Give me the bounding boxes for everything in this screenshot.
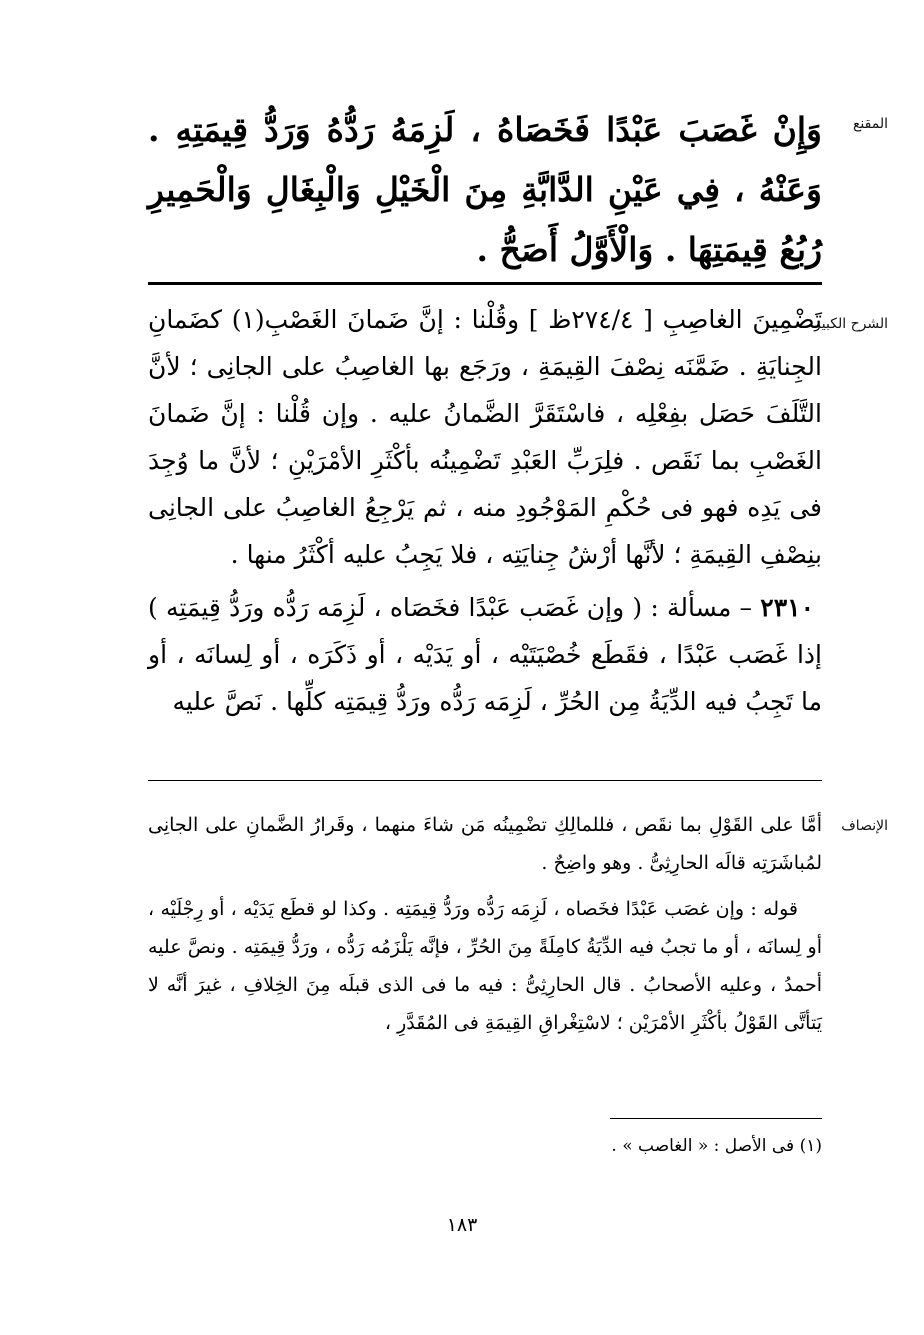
- section-label-muqni: المقنع: [852, 116, 888, 132]
- muqni-text: وَإِنْ غَصَبَ عَبْدًا فَخَصَاهُ ، لَزِمَهُ رَدُّهُ وَرَدُّ قِيمَتِهِ . وَعَنْهُ ، فِي عَيْنِ الدَّابَّةِ مِنَ الْخَيْلِ وَالْبِغَالِ وَالْحَمِيرِ رُبُعُ قِيمَتِهَا . وَالْأَوَّلُ أَصَحُّ .: [148, 110, 822, 269]
- page-number: ١٨٣: [446, 1214, 478, 1236]
- footnote: (١) فى الأصل : « الغاصب » .: [611, 1136, 822, 1156]
- section-divider-thick: [148, 282, 822, 285]
- masala-text: – مسألة : ( وإن غَصَب عَبْدًا فخَصَاه ، لَزِمَه رَدُّه ورَدُّ قِيمَتِه ) إذا غَصَب عَبْدًا ، فقَطَع خُصْيَتَيْه ، أو يَدَيْه ، أو ذَكَرَه ، أو لِسانَه ، أو ما تَجِبُ فيه الدِّيَةُ مِن الحُرِّ ، لَزِمَه رَدُّه ورَدُّ قِيمَتِه كلِّها . نَصَّ عليه: [148, 593, 822, 716]
- sharh-section: [148, 296, 822, 725]
- footnote-divider: [610, 1118, 822, 1119]
- insaf-paragraph-qawluh: قوله : وإن غصَب عَبْدًا فخَصاه ، لَزِمَه رَدُّه ورَدُّ قِيمَتِه . وكذا لو قطَع يَدَيْه ، أو رِجْلَيْه ، أو لِسانَه ، أو ما تجبُ فيه الدِّيَةُ كامِلَةً مِنَ الحُرِّ ، فإنَّه يَلْزَمُه رَدُّه ، ورَدُّ قِيمَتِه . ونصَّ عليه أحمدُ ، وعليه الأصحابُ . قال الحارِثِىُّ : فيه ما فى الذى قبلَه مِنَ الخِلافِ ، غيرَ أنَّه لا يَتأتَّى القَوْلُ بأكْثَرِ الأمْرَيْن ؛ لاسْتِغْراقِ القِيمَةِ فى المُقَدَّرِ ،: [148, 898, 822, 1034]
- sharh-paragraph: تَضْمِينَ الغاصِبِ [ ٢٧٤/٤ظ ] وقُلْنا : إنَّ ضَمانَ الغَصْبِ(١) كضَمانِ الجِنايَةِ . ضَمَّنَه نِصْفَ القِيمَةِ ، ورَجَع بها الغاصِبُ على الجانِى ؛ لأنَّ التَّلَفَ حَصَل بفِعْلِه ، فاسْتَقَرَّ الضَّمانُ عليه . وإن قُلْنا : إنَّ ضَمانَ الغَصْبِ بما نَقَص . فلِرَبِّ العَبْدِ تَضْمِينُه بأكْثَرِ الأمْرَيْنِ ؛ لأنَّ ما وُجِدَ فى يَدِه فهو فى حُكْمِ المَوْجُودِ منه ، ثم يَرْجِعُ الغاصِبُ على الجانِى بنِصْفِ القِيمَةِ ؛ لأنَّها أرْشُ جِنايَتِه ، فلا يَجِبُ عليه أكْثَرُ منها .: [148, 305, 822, 569]
- insaf-paragraph: أمَّا على القَوْلِ بما نقَص ، فللمالِكِ تضْمِينُه مَن شاءَ منهما ، وقَرارُ الضَّمانِ على الجانِى لمُباشَرَتِه قالَه الحارِثِىُّ . وهو واضِحٌ .: [148, 814, 822, 874]
- masala-number: ٢٣١٠: [760, 593, 815, 622]
- section-divider-thin: [148, 780, 822, 781]
- section-label-sharh: الشرح الكبير: [814, 316, 888, 332]
- masala-paragraph: [148, 584, 822, 725]
- section-label-insaf: الإنصاف: [841, 818, 888, 834]
- insaf-section: [148, 806, 822, 1042]
